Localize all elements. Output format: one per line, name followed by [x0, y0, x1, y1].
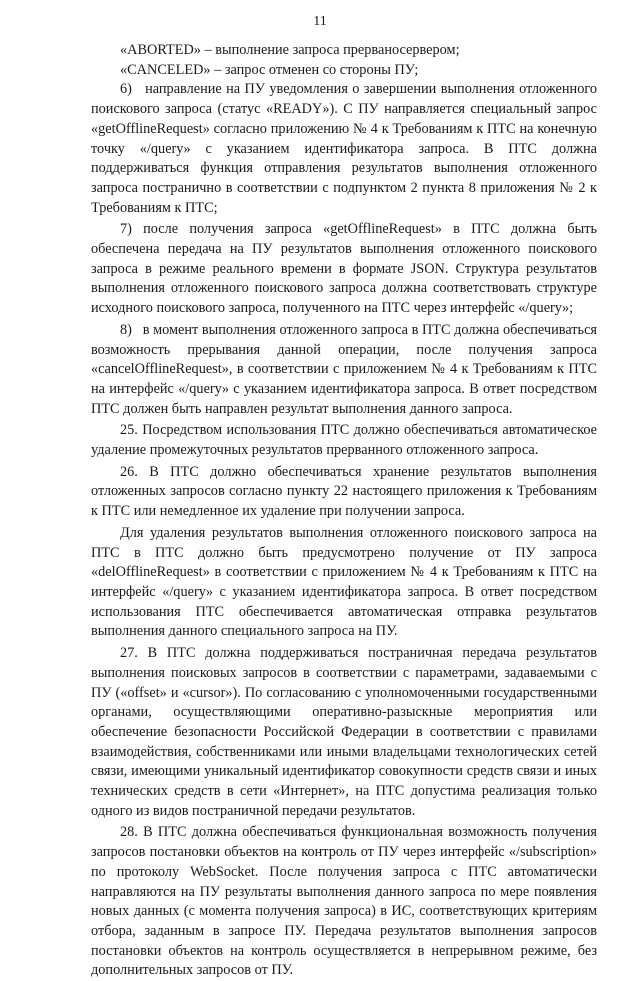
paragraph-item-8: 8) в момент выполнения отложенного запроса в ПТС должна обеспечиваться возможность прерывания данной операции, после получения запроса «cancelOfflineRequest», в соответствии с приложением № 4 к Требованиям к ПТС на интерфейс «/query» с указанием идентификатора запроса. В ответ посредством ПТС должен быть направлен результат выполнения данного запроса.: [91, 321, 597, 417]
paragraph-26: 26. В ПТС должно обеспечиваться хранение результатов выполнения отложенных запросов согласно пункту 22 настоящего приложения к Требованиям к ПТС или немедленное их удаление при получении запроса.: [91, 463, 597, 520]
paragraph-item-6: 6) направление на ПУ уведомления о завершении выполнения отложенного поискового запроса (статус «READY»). С ПУ направляется специальный запрос «getOfflineRequest» согласно приложению № 4 к Требованиям к ПТС на конечную точку «/query» с указанием идентификатора запроса. В ПТС должна поддерживаться функция отправления результатов выполнения отложенного запроса постранично в соответствии с подпунктом 2 пункта 8 приложения № 2 к Требованиям к ПТС;: [91, 81, 597, 216]
paragraph-27: 27. В ПТС должна поддерживаться постраничная передача результатов выполнения поисковых запросов в соответствии с параметрами, задаваемыми с ПУ («offset» и «cursor»). По согласованию с уполномоченными государственными органами, осуществляющими оперативно-разыскные мероприятия или обеспечение безопасности Российской Федерации в соответствии с правилами взаимодействия, собственниками или иными владельцами технологических сетей связи, имеющими уникальный идентификатор совокупности средств связи и иных технических средств в сети «Интернет», на ПТС допустима реализация только одного из видов постраничной передачи результатов.: [91, 645, 597, 819]
paragraph-25: 25. Посредством использования ПТС должно обеспечиваться автоматическое удаление промежуточных результатов прерванного отложенного запроса.: [91, 422, 597, 459]
document-body: [91, 41, 597, 981]
paragraph-26-deletion: Для удаления результатов выполнения отложенного поискового запроса на ПТС в ПТС должно быть предусмотрено получение от ПУ запроса «delOfflineRequest» в соответствии с приложением № 4 к Требованиям к ПТС на интерфейс «/query» с указанием идентификатора запроса. В ответ посредством использования ПТС обеспечивается автоматическая отправка результатов выполнения данного специального запроса на ПУ.: [91, 524, 597, 640]
paragraph-item-7: 7) после получения запроса «getOfflineRequest» в ПТС должна быть обеспечена передача на ПУ результатов выполнения отложенного поискового запроса в режиме реального времени в формате JSON. Структура результатов выполнения отложенного поискового запроса должна соответствовать структуре исходного поискового запроса, полученного на ПТС через интерфейс «/query»;: [91, 221, 597, 317]
paragraph-status-aborted: «ABORTED» – выполнение запроса прерваносервером;: [120, 42, 460, 58]
paragraph-status-canceled: «CANCELED» – запрос отменен со стороны ПУ;: [120, 61, 419, 78]
page-number: 11: [313, 14, 327, 29]
paragraph-28: 28. В ПТС должна обеспечиваться функциональная возможность получения запросов постановки объектов на контроль от ПУ через интерфейс «/subscription» по протоколу WebSocket. После получения запроса с ПТС автоматически направляются на ПУ результаты выполнения данного запроса по мере появления новых данных (с момента получения запроса) в ИС, соответствующих критериям отбора, заданным в запросе ПУ. Передача результатов выполнения запросов постановки объектов на контроль осуществляется в непрерывном режиме, без дополнительных запросов от ПУ.: [91, 824, 597, 979]
